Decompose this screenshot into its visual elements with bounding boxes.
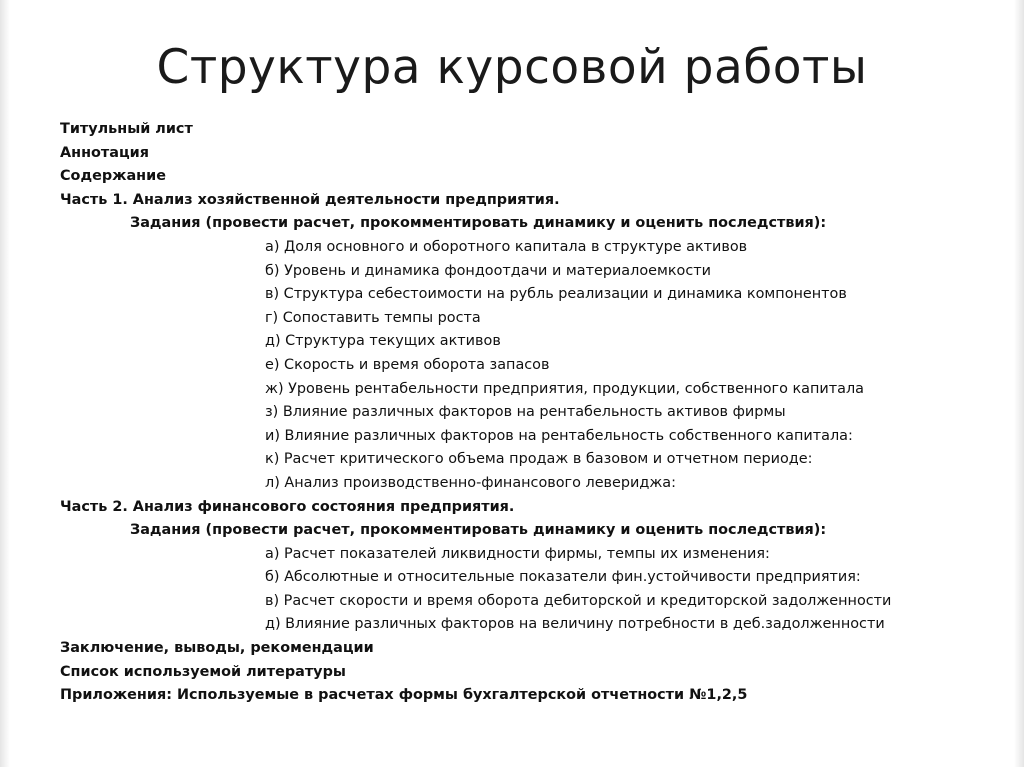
part-2-task-d: д) Влияние различных факторов на величину потребности в деб.задолженности bbox=[265, 616, 885, 633]
part-1-task-l: л) Анализ производственно-финансового левериджа: bbox=[265, 474, 676, 491]
item-contents: Содержание bbox=[60, 168, 166, 185]
part-1-task-z: з) Влияние различных факторов на рентабельность активов фирмы bbox=[265, 404, 786, 421]
part-2-task-a: а) Расчет показателей ликвидности фирмы, темпы их изменения: bbox=[265, 545, 770, 562]
item-title-page: Титульный лист bbox=[60, 121, 193, 137]
item-part-1-heading: Часть 1. Анализ хозяйственной деятельности предприятия. bbox=[60, 191, 560, 208]
part-1-task-e: е) Скорость и время оборота запасов bbox=[265, 356, 550, 373]
coursework-structure-list bbox=[60, 118, 1000, 708]
item-part-2-heading: Часть 2. Анализ финансового состояния предприятия. bbox=[60, 498, 515, 515]
part-1-task-a: а) Доля основного и оборотного капитала в структуре активов bbox=[265, 238, 748, 255]
part-1-task-zh: ж) Уровень рентабельности предприятия, продукции, собственного капитала bbox=[265, 380, 864, 397]
item-conclusion: Заключение, выводы, рекомендации bbox=[60, 640, 374, 657]
item-references: Список используемой литературы bbox=[60, 663, 346, 680]
item-abstract: Аннотация bbox=[60, 144, 149, 161]
part-1-task-d: д) Структура текущих активов bbox=[265, 333, 501, 350]
part-1-task-g: г) Сопоставить темпы роста bbox=[265, 309, 481, 326]
part-1-task-v: в) Структура себестоимости на рубль реализации и динамика компонентов bbox=[265, 286, 847, 303]
slide-right-edge-shadow bbox=[1014, 0, 1024, 767]
item-appendices: Приложения: Используемые в расчетах формы бухгалтерской отчетности №1,2,5 bbox=[60, 687, 748, 704]
slide-left-edge-shadow bbox=[0, 0, 10, 767]
part-2-task-v: в) Расчет скорости и время оборота дебиторской и кредиторской задолженности bbox=[265, 592, 892, 609]
item-part-2-tasks: Задания (провести расчет, прокомментировать динамику и оценить последствия): bbox=[130, 522, 827, 539]
part-2-task-b: б) Абсолютные и относительные показатели фин.устойчивости предприятия: bbox=[265, 569, 861, 586]
item-part-1-tasks: Задания (провести расчет, прокомментировать динамику и оценить последствия): bbox=[130, 215, 827, 232]
part-1-task-k: к) Расчет критического объема продаж в базовом и отчетном периоде: bbox=[265, 451, 813, 468]
part-1-task-i: и) Влияние различных факторов на рентабельность собственного капитала: bbox=[265, 427, 853, 444]
slide-title: Структура курсовой работы bbox=[156, 40, 868, 95]
part-1-task-b: б) Уровень и динамика фондоотдачи и материалоемкости bbox=[265, 262, 711, 279]
